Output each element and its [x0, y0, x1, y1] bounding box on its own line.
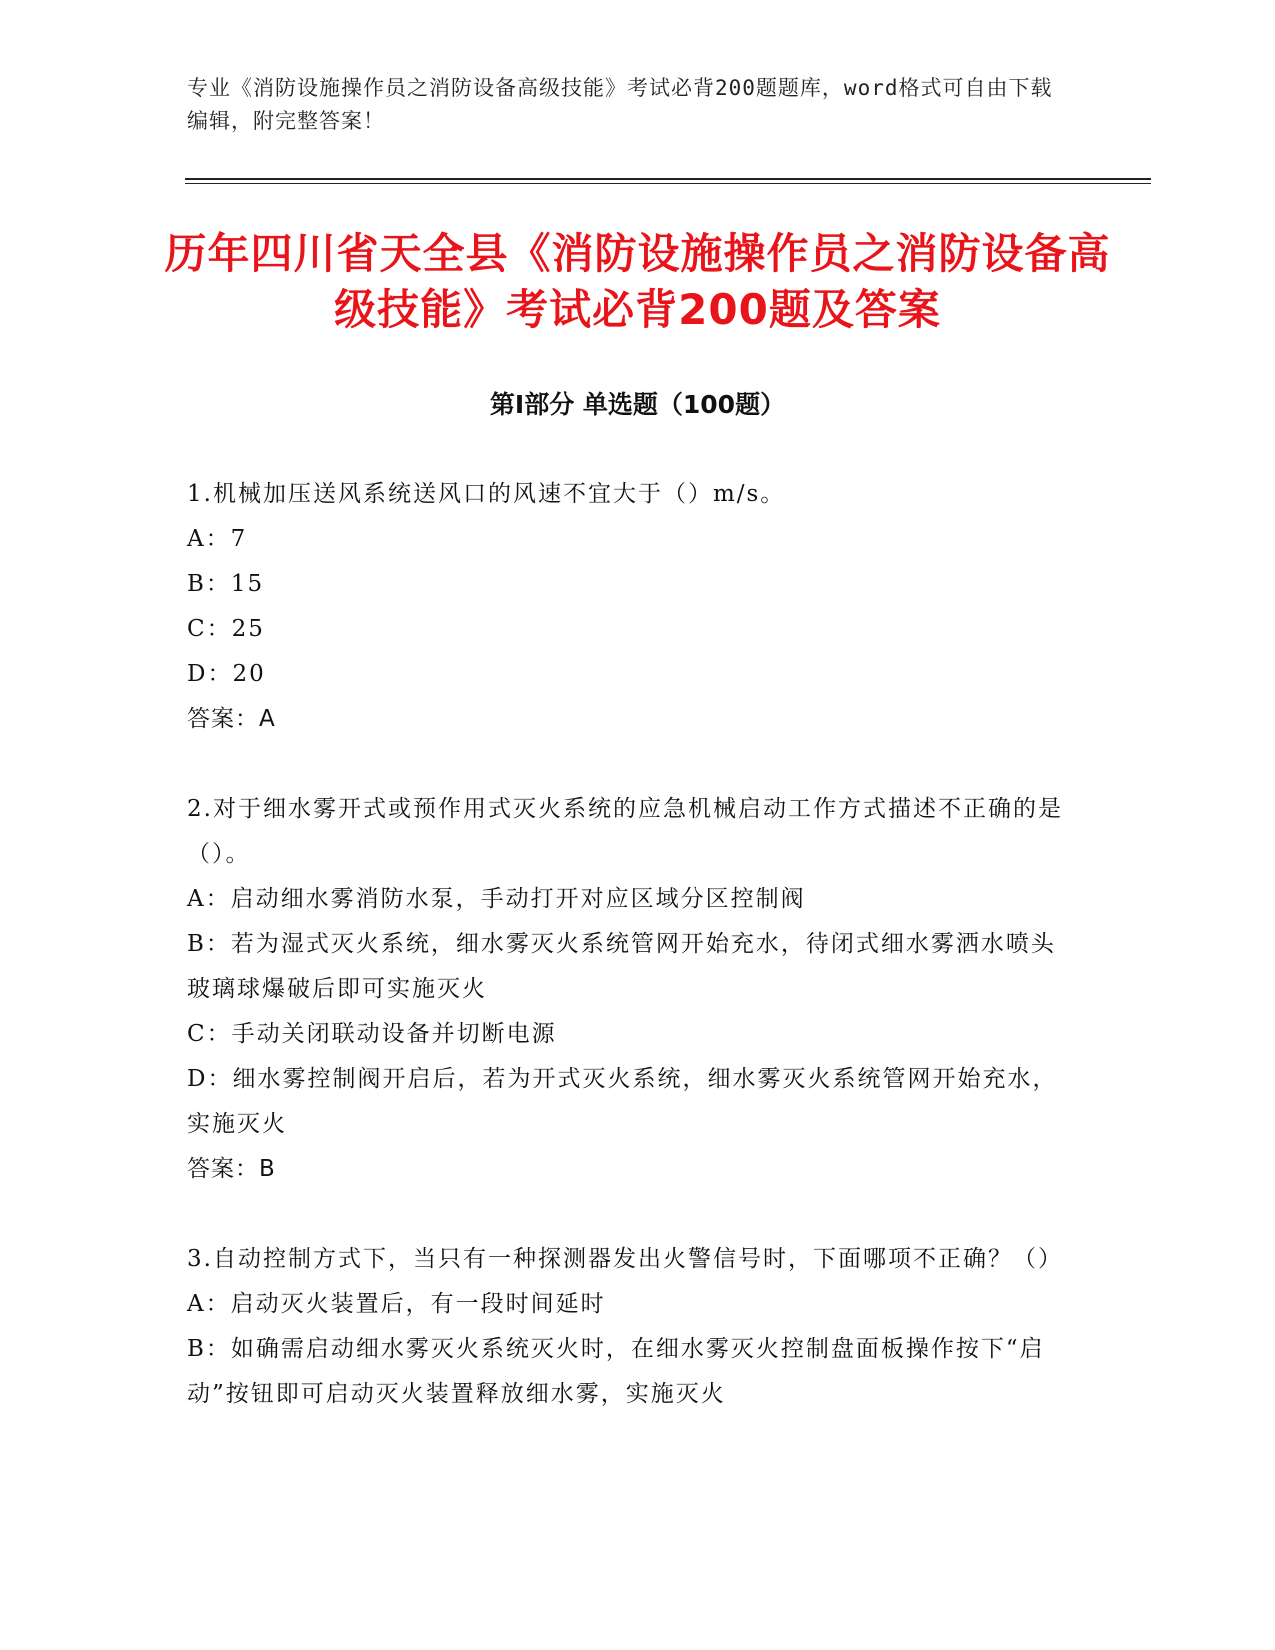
- option-b: B：若为湿式灭火系统，细水雾灭火系统管网开始充水，待闭式细水雾洒水喷头玻璃球爆破后即可实施灭火: [187, 931, 1056, 1002]
- header-divider-thin: [185, 183, 1151, 184]
- question-1: [187, 472, 1067, 742]
- header-note: 专业《消防设施操作员之消防设备高级技能》考试必背200题题库，word格式可自由下载编辑，附完整答案！: [187, 76, 1053, 133]
- option-a: A：启动灭火装置后，有一段时间延时: [187, 1291, 606, 1317]
- answer: 答案：B: [187, 1156, 276, 1182]
- option-c: C：手动关闭联动设备并切断电源: [187, 1021, 557, 1047]
- option-a: A：启动细水雾消防水泵，手动打开对应区域分区控制阀: [187, 886, 806, 912]
- question-2: [187, 787, 1067, 1192]
- option-d: D：细水雾控制阀开启后，若为开式灭火系统，细水雾灭火系统管网开始充水，实施灭火: [187, 1066, 1058, 1137]
- question-list: [187, 472, 1067, 1462]
- option-b: B：如确需启动细水雾灭火系统灭火时，在细水雾灭火控制盘面板操作按下“启动”按钮即可启动灭火装置释放细水雾，实施灭火: [187, 1336, 1045, 1407]
- question-stem: 2.对于细水雾开式或预作用式灭火系统的应急机械启动工作方式描述不正确的是（）。: [187, 796, 1063, 867]
- section-title: 第Ⅰ部分 单选题（100题）: [489, 390, 786, 419]
- option-b: B：15: [187, 571, 265, 597]
- option-c: C：25: [187, 616, 265, 642]
- question-3: [187, 1237, 1067, 1417]
- question-stem: 1.机械加压送风系统送风口的风速不宜大于（）m/s。: [187, 481, 786, 507]
- document-title: 历年四川省天全县《消防设施操作员之消防设备高级技能》考试必背200题及答案: [164, 229, 1111, 334]
- option-a: A：7: [187, 526, 248, 552]
- question-stem: 3.自动控制方式下，当只有一种探测器发出火警信号时，下面哪项不正确？（）: [187, 1246, 1063, 1272]
- option-d: D：20: [187, 661, 266, 687]
- answer: 答案：A: [187, 706, 276, 732]
- header-divider: [185, 178, 1151, 180]
